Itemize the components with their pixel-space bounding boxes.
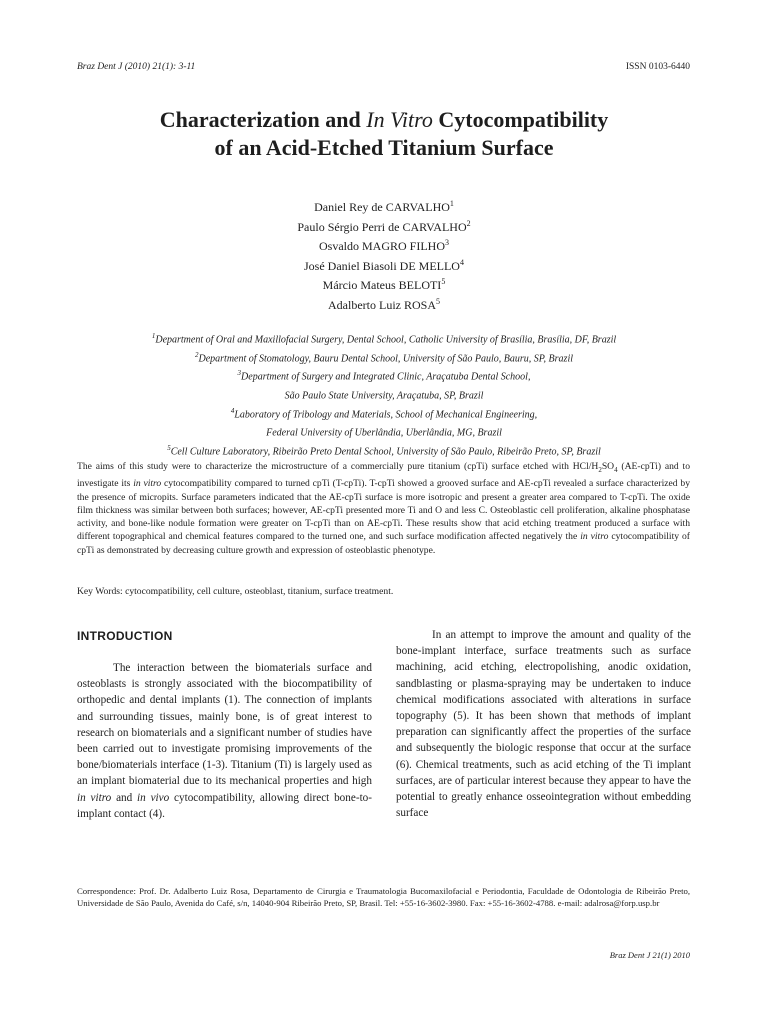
affiliation (60, 385, 708, 404)
abstract-subscript: 2 (598, 465, 602, 474)
title-part-1: Characterization and (159, 107, 367, 132)
correspondence-footnote: Correspondence: Prof. Dr. Adalberto Luiz Rosa, Departamento de Cirurgia e Traumatologia Bucomaxilofacial e Periodontia, Faculdade de Odontologia de Ribeirão Preto, Universidade de São Paulo, Avenida do Café, s/n, 14040-904 Ribeirão Preto, SP, Brasil. Tel: +55-16-3602-3980. Fax: +55-16-3602-4788. e-mail: adalrosa@forp.usp.br (77, 886, 690, 909)
section-heading-introduction: INTRODUCTION (77, 629, 173, 643)
paragraph-italic: in vitro (77, 791, 112, 804)
author-sup: 3 (445, 238, 449, 247)
affiliation-text: Laboratory of Tribology and Materials, School of Mechanical Engineering, (234, 408, 538, 420)
keywords: Key Words: cytocompatibility, cell culture, osteoblast, titanium, surface treatment. (77, 586, 394, 597)
title-part-2: Cytocompatibility (432, 107, 609, 132)
author-name: Adalberto Luiz ROSA (328, 297, 436, 312)
title-line-1 (60, 106, 708, 134)
affiliation (60, 441, 708, 460)
paragraph-text: The interaction between the biomaterials surface and osteoblasts is strongly associated with the biocompatibility of orthopedic and dental implants (1). The connection of implants and surrounding tissues, mainly bone, is of great interest to research on biomaterials and a significant number of studies have been carried out to investigate promising improvements of the bone/biomaterials interface (1-3). Titanium (Ti) is largely used as an implant biomaterial due to its mechanical properties and high (77, 662, 372, 788)
title-line-2: of an Acid-Etched Titanium Surface (214, 135, 554, 160)
affiliation-sup: 2 (194, 350, 199, 359)
running-header-citation: Braz Dent J (2010) 21(1): 3-11 (77, 62, 196, 72)
abstract-italic: in vitro (580, 531, 609, 543)
affiliation (60, 422, 708, 441)
affiliation-sup: 4 (230, 406, 235, 415)
intro-left-column (77, 660, 372, 822)
affiliation-text: Cell Culture Laboratory, Ribeirão Preto Dental School, University of São Paulo, Ribeirão Preto, SP, Brazil (170, 446, 601, 458)
affiliation-sup: 5 (167, 443, 171, 452)
affiliation-list (60, 329, 708, 459)
intro-right-column (396, 627, 691, 821)
affiliation-text: Federal University of Uberlândia, Uberlândia, MG, Brazil (266, 427, 502, 439)
affiliation-text: Department of Surgery and Integrated Clinic, Araçatuba Dental School, (241, 371, 531, 383)
author-list (60, 196, 708, 313)
author-sup: 1 (449, 199, 454, 208)
title-italic: In Vitro (366, 107, 433, 132)
author-name: Daniel Rey de CARVALHO (314, 200, 450, 214)
affiliation (60, 404, 708, 423)
paragraph-italic: in vivo (137, 791, 170, 804)
running-footer-journal: Braz Dent J 21(1) 2010 (609, 950, 690, 960)
abstract-subscript: 4 (614, 465, 618, 474)
author-name: José Daniel Biasoli DE MELLO (304, 258, 460, 273)
author (60, 274, 708, 294)
article-title (60, 106, 708, 162)
affiliation (60, 348, 708, 367)
author (60, 196, 708, 216)
author (60, 294, 708, 314)
abstract (77, 460, 690, 557)
author-sup: 5 (435, 296, 440, 306)
paragraph-text: and (111, 791, 138, 804)
author-name: Márcio Mateus BELOTI (322, 278, 442, 292)
paragraph-text: cytocompatibility, allowing direct bone-to-implant contact (4). (77, 791, 372, 820)
author (60, 216, 708, 236)
affiliation (60, 329, 708, 348)
affiliation-sup: 1 (151, 332, 156, 340)
abstract-text: cytocompatibility of cpTi as demonstrated by decreasing culture growth and expression of osteoblastic phenotype. (77, 531, 690, 556)
author (60, 235, 708, 255)
affiliation-text: Department of Stomatology, Bauru Dental School, University of São Paulo, Bauru, SP, Brazil (198, 352, 573, 364)
author-sup: 4 (459, 257, 464, 267)
affiliation-sup: 3 (237, 369, 242, 378)
affiliation-text: São Paulo State University, Araçatuba, SP, Brazil (284, 390, 484, 402)
abstract-text: (AE-cpTi) and to investigate its (77, 461, 690, 490)
paragraph: In an attempt to improve the amount and quality of the bone-implant interface, surface treatments such as surface machining, acid etching, electropolishing, anodic oxidation, sandblasting or plasma-spraying may be undertaken to induce chemical modifications associated with alterations in surface topography (5). It has been shown that methods of implant preparation can significantly affect the properties of the surface and subsequently the biologic response that occur at the surface (6). Chemical treatments, such as acid etching of the Ti implant surfaces, are of particular interest because they appear to have the potential to greatly enhance osseointegration without embedding surface (396, 629, 691, 820)
abstract-text: The aims of this study were to characterize the microstructure of a commercially pure titanium (cpTi) surface etched with HCl/H (77, 461, 599, 472)
issn-label: ISSN 0103-6440 (625, 62, 690, 72)
affiliation-text: Department of Oral and Maxillofacial Surgery, Dental School, Catholic University of Brasília, Brasília, DF, Brazil (155, 334, 617, 346)
paragraph (77, 660, 372, 822)
author-name: Paulo Sérgio Perri de CARVALHO (297, 219, 467, 234)
author-sup: 2 (466, 218, 471, 228)
abstract-text: SO (601, 461, 615, 472)
affiliation (60, 366, 708, 385)
author-name: Osvaldo MAGRO FILHO (319, 239, 445, 253)
abstract-text: cytocompatibility compared to turned cpTi (T-cpTi). T-cpTi showed a grooved surface and AE-cpTi revealed a surface characterized by the presence of micropits. Surface parameters indicated that the AE-cpTi surface is more isotropic and present a greater area compared to T-cpTi. The oxide film thickness was similar between both surfaces; however, AE-cpTi presented more Ti and O and less C. Osteoblastic cell proliferation, alkaline phosphatase activity, and bone-like nodule formation were greater on T-cpTi than on AE-cpTi. These results show that acid etching treatment produced a surface with different topographical and chemical features compared to the turned one, and such surface modification affected negatively the (77, 478, 690, 543)
author-sup: 5 (441, 277, 446, 286)
author (60, 255, 708, 275)
abstract-italic: in vitro (133, 478, 162, 490)
